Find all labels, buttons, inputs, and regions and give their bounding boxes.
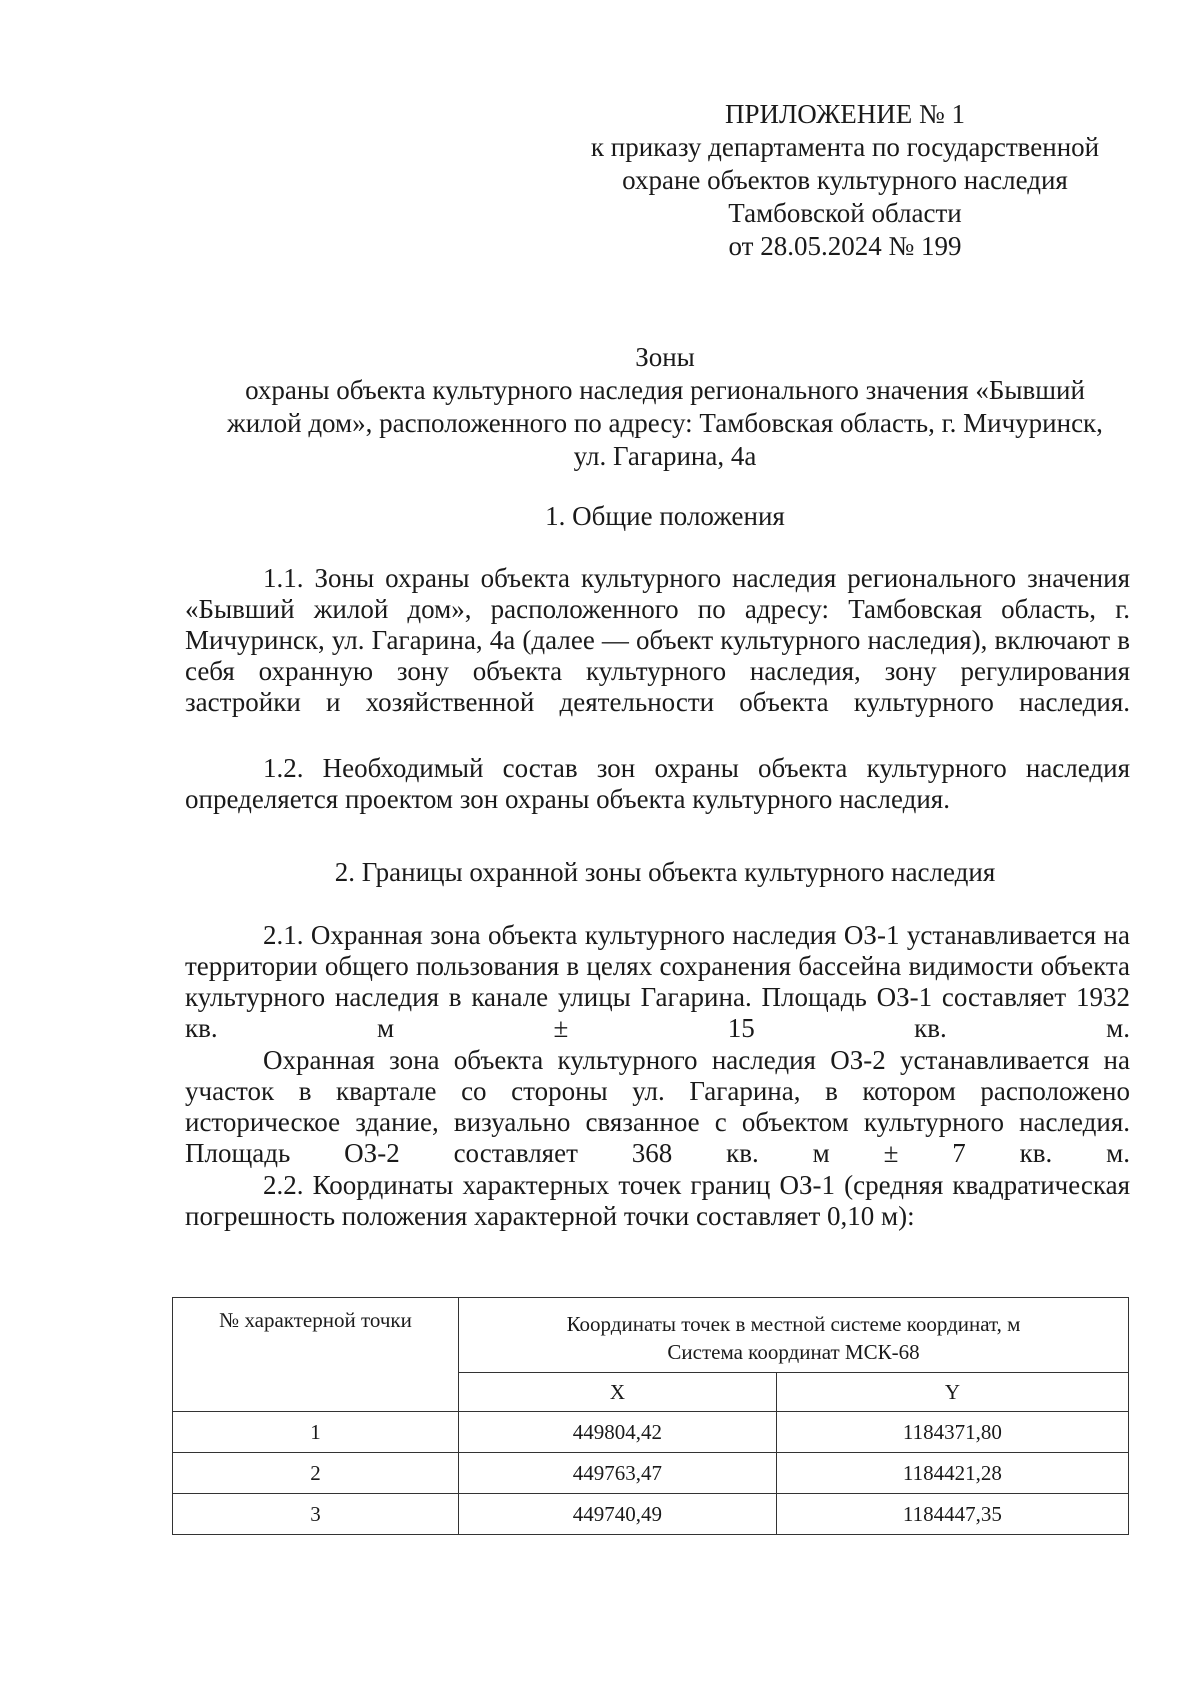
paragraph-2-2: 2.2. Координаты характерных точек границ ОЗ-1 (средняя квадратическая погрешность положения характерной точки составляет 0,10 м): (185, 1170, 1130, 1231)
title-line: Зоны (635, 342, 695, 372)
cell-y: 1184421,28 (776, 1453, 1128, 1494)
title-line: охраны объекта культурного наследия регионального значения «Бывший (245, 375, 1085, 405)
header-coordinates-line1: Координаты точек в местной системе координат, м (566, 1312, 1021, 1336)
section2-heading: 2. Границы охранной зоны объекта культурного наследия (334, 857, 996, 887)
paragraph-2-1: 2.1. Охранная зона объекта культурного наследия ОЗ-1 устанавливается на территории общего пользования в целях сохранения бассейна видимости объекта культурного наследия в канале улицы Гагарина. Площадь ОЗ-1 составляет 1932 кв. м ± 15 кв. м. (185, 920, 1130, 1043)
section1-heading: 1. Общие положения (545, 501, 785, 531)
cell-point: 3 (173, 1494, 459, 1535)
cell-point: 2 (173, 1453, 459, 1494)
table-header-row (173, 1298, 1129, 1373)
cell-point: 1 (173, 1412, 459, 1453)
coordinates-table (172, 1297, 1129, 1535)
cell-x: 449763,47 (459, 1453, 777, 1494)
header-y: Y (776, 1373, 1128, 1412)
appendix-title: ПРИЛОЖЕНИЕ № 1 (724, 99, 966, 129)
cell-x: 449740,49 (459, 1494, 777, 1535)
header-coordinates (459, 1298, 1129, 1373)
header-x: X (459, 1373, 777, 1412)
appendix-date: от 28.05.2024 № 199 (728, 231, 962, 261)
appendix-line: охране объектов культурного наследия (622, 165, 1068, 195)
cell-y: 1184447,35 (776, 1494, 1128, 1535)
paragraph-1-2: 1.2. Необходимый состав зон охраны объекта культурного наследия определяется проектом зон охраны объекта культурного наследия. (185, 753, 1130, 814)
appendix-line: Тамбовской области (728, 198, 962, 228)
cell-y: 1184371,80 (776, 1412, 1128, 1453)
title-line: ул. Гагарина, 4а (573, 441, 757, 471)
table-row (173, 1412, 1129, 1453)
appendix-header (560, 98, 1130, 263)
paragraph-1-1: 1.1. Зоны охраны объекта культурного наследия регионального значения «Бывший жилой дом», расположенного по адресу: Тамбовская область, г. Мичуринск, ул. Гагарина, 4а (далее — объект культурного наследия), включают в себя охранную зону объекта культурного наследия, зону регулирования застройки и хозяйственной деятельности объекта культурного наследия. (185, 563, 1130, 717)
header-point-number: № характерной точки (173, 1298, 459, 1412)
table-row (173, 1453, 1129, 1494)
cell-x: 449804,42 (459, 1412, 777, 1453)
header-coordinates-line2: Система координат МСК-68 (667, 1340, 920, 1364)
table-row (173, 1494, 1129, 1535)
document-title (185, 341, 1145, 473)
appendix-line: к приказу департамента по государственной (590, 132, 1100, 162)
paragraph-2-1b: Охранная зона объекта культурного наследия ОЗ-2 устанавливается на участок в квартале со стороны ул. Гагарина, в котором расположено историческое здание, визуально связанное с объектом культурного наследия. Площадь ОЗ-2 составляет 368 кв. м ± 7 кв. м. (185, 1045, 1130, 1168)
title-line: жилой дом», расположенного по адресу: Тамбовская область, г. Мичуринск, (227, 408, 1103, 438)
